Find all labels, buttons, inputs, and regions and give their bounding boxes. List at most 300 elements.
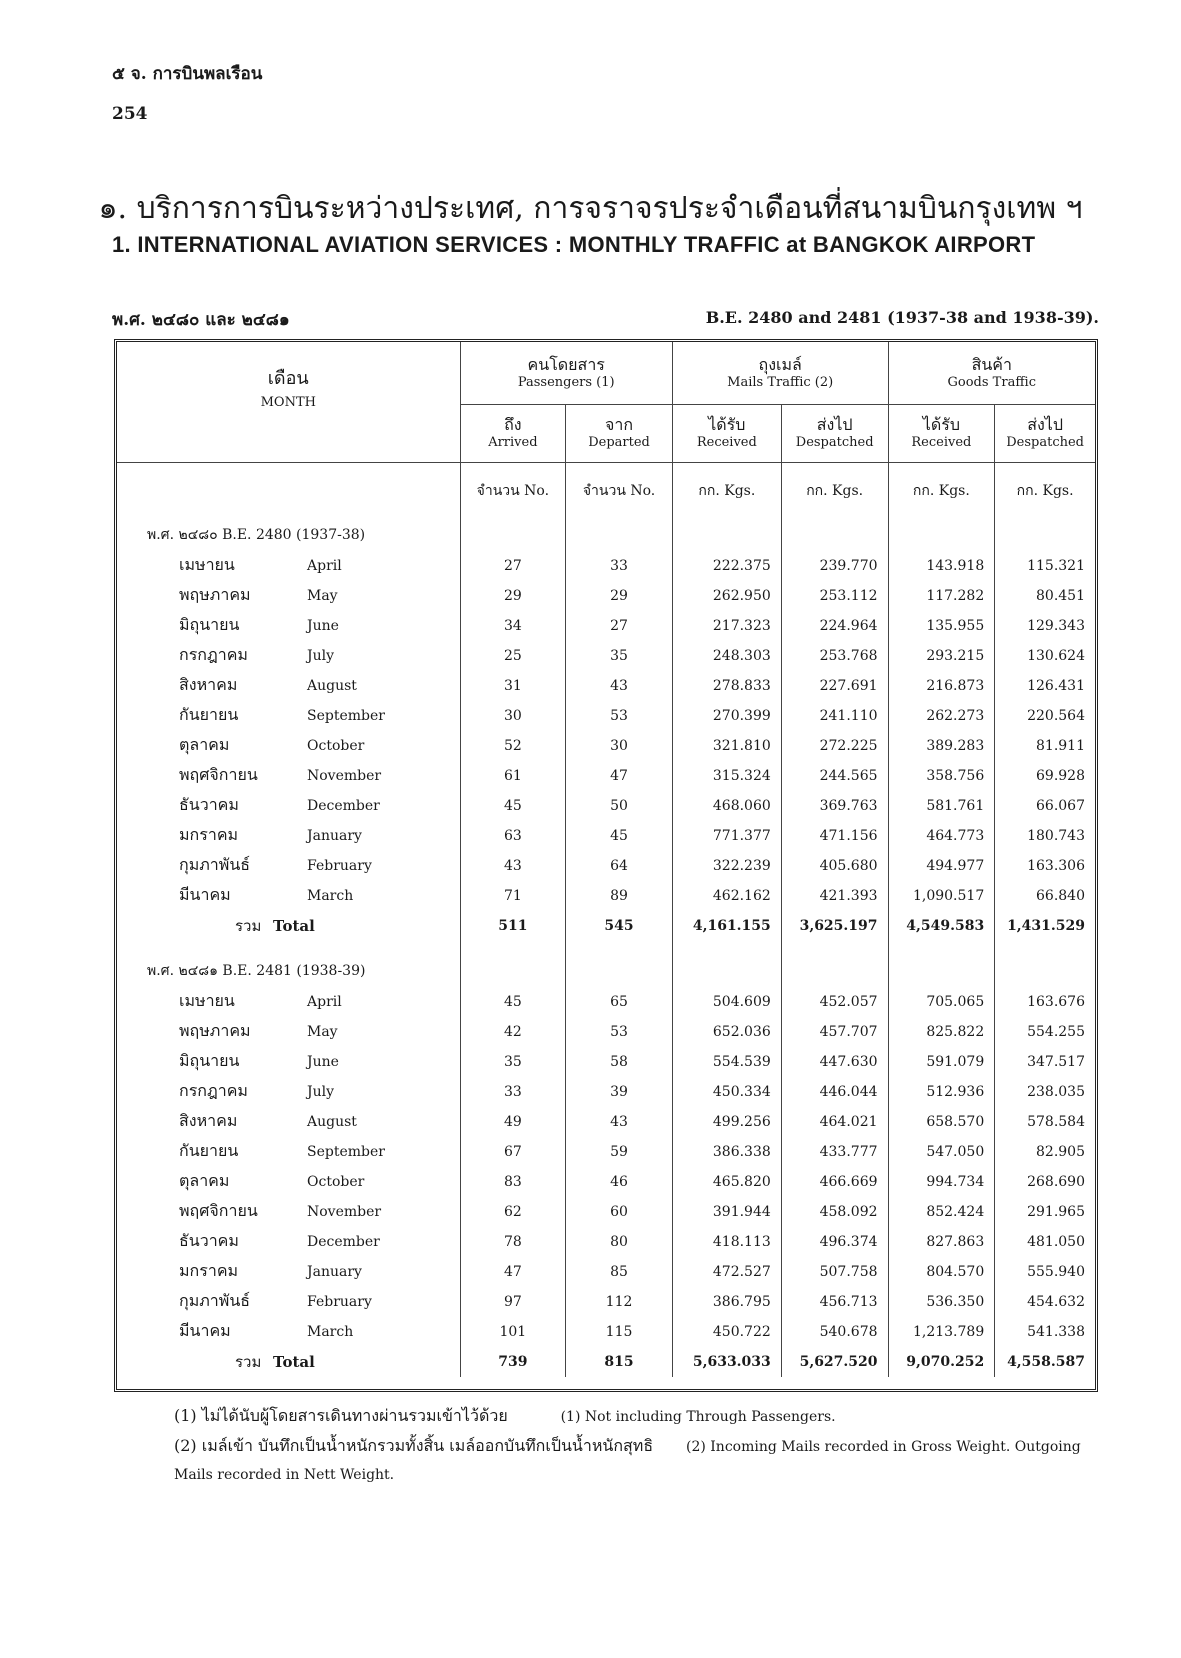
departed-cell: 45 [566,821,673,851]
mails-received-cell: 217.323 [672,611,781,641]
goods-despatched-cell: 66.067 [995,791,1095,821]
table-row [117,731,1095,761]
unit-departed: จำนวน No. [566,462,673,519]
table-row [117,701,1095,731]
goods-despatched-cell: 82.905 [995,1137,1095,1167]
mails-despatched-cell: 227.691 [781,671,888,701]
departed-header-thai: จาก [605,414,634,434]
arrived-cell: 29 [460,581,566,611]
month-cell [117,1197,460,1227]
arrived-cell: 45 [460,791,566,821]
month-en: October [307,738,365,754]
total-mails-despatched-cell: 5,627.520 [781,1347,888,1377]
mails-despatched-cell: 458.092 [781,1197,888,1227]
goods-despatched-cell: 163.676 [995,987,1095,1017]
departed-header [566,404,673,462]
month-cell [117,1317,460,1347]
period-empty-cell [672,519,781,551]
total-row [117,1347,1095,1377]
mails-despatched-cell: 253.112 [781,581,888,611]
gap-cell [888,941,995,955]
goods-despatched-cell: 81.911 [995,731,1095,761]
table-row [117,1197,1095,1227]
month-cell [117,701,460,731]
month-thai: กุมภาพันธ์ [179,855,251,874]
goods-despatched-cell: 347.517 [995,1047,1095,1077]
goods-despatched-cell: 69.928 [995,761,1095,791]
goods-received-cell: 581.761 [888,791,995,821]
goods-header-en: Goods Traffic [947,374,1036,390]
goods-received-cell: 293.215 [888,641,995,671]
table-row [117,987,1095,1017]
goods-despatched-cell: 130.624 [995,641,1095,671]
departed-cell: 80 [566,1227,673,1257]
mails-despatched-cell: 224.964 [781,611,888,641]
goods-despatched-cell: 555.940 [995,1257,1095,1287]
arrived-cell: 97 [460,1287,566,1317]
month-cell [117,1047,460,1077]
month-cell [117,1257,460,1287]
mails-despatched-cell: 244.565 [781,761,888,791]
goods-received-cell: 825.822 [888,1017,995,1047]
arrived-cell: 52 [460,731,566,761]
mails-received-cell: 652.036 [672,1017,781,1047]
goods-received-cell: 389.283 [888,731,995,761]
goods-header [888,342,1095,404]
table-row [117,761,1095,791]
goods-received-cell: 1,090.517 [888,881,995,911]
goods-despatched-cell: 180.743 [995,821,1095,851]
arrived-cell: 31 [460,671,566,701]
goods-despatched-cell: 115.321 [995,551,1095,581]
mails-header-en: Mails Traffic (2) [727,374,834,390]
month-thai: กันยายน [179,1141,239,1160]
month-cell [117,671,460,701]
mails-received-cell: 462.162 [672,881,781,911]
footnotes [114,1401,1104,1488]
mails-received-cell: 418.113 [672,1227,781,1257]
mails-despatched-cell: 496.374 [781,1227,888,1257]
arrived-cell: 63 [460,821,566,851]
mails-received-header-thai: ได้รับ [708,414,746,434]
month-en: September [307,1144,385,1160]
mails-received-cell: 472.527 [672,1257,781,1287]
month-en: June [307,618,339,634]
month-en: September [307,708,385,724]
mails-received-cell: 322.239 [672,851,781,881]
month-thai: เมษายน [179,991,235,1010]
mails-received-header [672,404,781,462]
mails-received-cell: 222.375 [672,551,781,581]
total-goods-despatched-cell: 4,558.587 [995,1347,1095,1377]
table-row [117,611,1095,641]
passengers-header-thai: คนโดยสาร [527,354,605,374]
total-mails-despatched-cell: 3,625.197 [781,911,888,941]
mails-received-cell: 391.944 [672,1197,781,1227]
goods-despatched-cell: 578.584 [995,1107,1095,1137]
month-cell [117,1107,460,1137]
month-thai: ตุลาคม [179,735,230,754]
goods-received-cell: 536.350 [888,1287,995,1317]
goods-received-cell: 512.936 [888,1077,995,1107]
month-cell [117,1137,460,1167]
unit-goods-received: กก. Kgs. [888,462,995,519]
mails-despatched-cell: 405.680 [781,851,888,881]
month-header [117,342,460,462]
mails-despatched-cell: 433.777 [781,1137,888,1167]
gap-cell [781,941,888,955]
arrived-cell: 71 [460,881,566,911]
month-thai: มีนาคม [179,885,231,904]
period-empty-cell [566,519,673,551]
mails-received-cell: 386.795 [672,1287,781,1317]
month-en: May [307,1024,338,1040]
mails-despatched-cell: 421.393 [781,881,888,911]
arrived-cell: 35 [460,1047,566,1077]
month-cell [117,551,460,581]
period-empty-cell [888,955,995,987]
total-label-thai: รวม [235,916,262,935]
period-empty-cell [781,519,888,551]
goods-despatched-cell: 481.050 [995,1227,1095,1257]
table-row [117,791,1095,821]
total-label-cell [117,1347,460,1377]
mails-despatched-header [781,404,888,462]
mails-despatched-header-thai: ส่งไป [816,414,853,434]
period-empty-cell [672,955,781,987]
departed-cell: 33 [566,551,673,581]
mails-header [672,342,888,404]
month-thai: มิถุนายน [179,615,240,634]
period-label: พ.ศ. ๒๔๘๑ B.E. 2481 (1938-39) [147,962,366,979]
arrived-cell: 30 [460,701,566,731]
table-row [117,1017,1095,1047]
footnote-1 [114,1401,1104,1431]
goods-despatched-cell: 163.306 [995,851,1095,881]
arrived-cell: 62 [460,1197,566,1227]
passengers-header-en: Passengers (1) [517,374,615,390]
title-english: 1. INTERNATIONAL AVIATION SERVICES : MONTHLY TRAFFIC at BANGKOK AIRPORT [112,232,1036,257]
departed-cell: 85 [566,1257,673,1287]
goods-received-cell: 135.955 [888,611,995,641]
unit-mails-despatched: กก. Kgs. [781,462,888,519]
total-label-thai: รวม [235,1352,262,1371]
mails-received-cell: 450.334 [672,1077,781,1107]
goods-despatched-cell: 126.431 [995,671,1095,701]
goods-despatched-cell: 80.451 [995,581,1095,611]
table-row [117,1167,1095,1197]
goods-despatched-header-en: Despatched [1006,434,1084,450]
departed-cell: 65 [566,987,673,1017]
month-thai: กรกฎาคม [179,645,248,664]
title-thai: ๑. บริการการบินระหว่างประเทศ, การจราจรประจำเดือนที่สนามบินกรุงเทพ ฯ [98,191,1083,226]
table-row [117,1047,1095,1077]
period-empty-cell [781,955,888,987]
month-en: March [307,888,354,904]
arrived-cell: 49 [460,1107,566,1137]
table-row [117,881,1095,911]
passengers-header [460,342,672,404]
month-cell [117,761,460,791]
mails-received-cell: 386.338 [672,1137,781,1167]
mails-received-header-en: Received [696,434,757,450]
month-thai: ธันวาคม [179,1231,239,1250]
goods-despatched-cell: 238.035 [995,1077,1095,1107]
gap-cell [460,941,566,955]
table-row [117,851,1095,881]
table-row [117,551,1095,581]
arrived-cell: 43 [460,851,566,881]
arrived-cell: 78 [460,1227,566,1257]
goods-despatched-header-thai: ส่งไป [1027,414,1063,434]
total-label-en: Total [273,1352,315,1371]
mails-received-cell: 554.539 [672,1047,781,1077]
departed-cell: 60 [566,1197,673,1227]
table-row [117,1137,1095,1167]
mails-received-cell: 504.609 [672,987,781,1017]
mails-despatched-cell: 241.110 [781,701,888,731]
goods-received-cell: 358.756 [888,761,995,791]
mails-header-thai: ถุงเมล์ [758,354,802,374]
table-row [117,821,1095,851]
month-en: July [307,1084,335,1100]
traffic-table-frame [114,339,1098,1392]
total-goods-received-cell: 9,070.252 [888,1347,995,1377]
goods-despatched-header [995,404,1095,462]
goods-received-cell: 827.863 [888,1227,995,1257]
month-thai: พฤศจิกายน [179,765,258,784]
goods-received-cell: 262.273 [888,701,995,731]
departed-cell: 53 [566,1017,673,1047]
departed-cell: 47 [566,761,673,791]
table-row [117,581,1095,611]
footnote-1-thai: (1) ไม่ได้นับผู้โดยสารเดินทางผ่านรวมเข้าไว้ด้วย [174,1406,508,1425]
month-cell [117,1017,460,1047]
arrived-cell: 42 [460,1017,566,1047]
period-label: พ.ศ. ๒๔๘๐ B.E. 2480 (1937-38) [147,526,366,543]
departed-cell: 89 [566,881,673,911]
departed-cell: 46 [566,1167,673,1197]
departed-cell: 115 [566,1317,673,1347]
departed-header-en: Departed [588,434,650,450]
month-thai: กรกฎาคม [179,1081,248,1100]
month-en: April [307,558,342,574]
table-row [117,1317,1095,1347]
goods-received-cell: 464.773 [888,821,995,851]
goods-received-cell: 705.065 [888,987,995,1017]
total-mails-received-cell: 4,161.155 [672,911,781,941]
month-thai: มกราคม [179,1261,239,1280]
unit-mails-received: กก. Kgs. [672,462,781,519]
arrived-cell: 47 [460,1257,566,1287]
mails-despatched-cell: 471.156 [781,821,888,851]
goods-received-cell: 994.734 [888,1167,995,1197]
month-thai: มกราคม [179,825,239,844]
traffic-table [117,342,1095,1377]
period-empty-cell [995,519,1095,551]
table-row [117,1257,1095,1287]
month-cell [117,987,460,1017]
gap-cell [566,941,673,955]
total-arrived-cell: 511 [460,911,566,941]
goods-despatched-cell: 291.965 [995,1197,1095,1227]
goods-received-cell: 117.282 [888,581,995,611]
arrived-cell: 45 [460,987,566,1017]
mails-received-cell: 465.820 [672,1167,781,1197]
mails-received-cell: 450.722 [672,1317,781,1347]
mails-despatched-cell: 253.768 [781,641,888,671]
month-en: December [307,1234,380,1250]
departed-cell: 39 [566,1077,673,1107]
mails-despatched-cell: 464.021 [781,1107,888,1137]
period-empty-cell [888,519,995,551]
goods-received-header-en: Received [911,434,972,450]
mails-despatched-cell: 452.057 [781,987,888,1017]
total-row [117,911,1095,941]
mails-despatched-cell: 447.630 [781,1047,888,1077]
total-departed-cell: 815 [566,1347,673,1377]
month-en: June [307,1054,339,1070]
month-thai: สิงหาคม [179,675,238,694]
month-header-thai: เดือน [267,368,309,389]
goods-received-cell: 852.424 [888,1197,995,1227]
goods-received-cell: 216.873 [888,671,995,701]
table-body [117,462,1095,1377]
month-thai: มิถุนายน [179,1051,240,1070]
total-label-en: Total [273,916,315,935]
departed-cell: 29 [566,581,673,611]
month-thai: พฤศจิกายน [179,1201,258,1220]
month-en: May [307,588,338,604]
mails-received-cell: 278.833 [672,671,781,701]
mails-received-cell: 468.060 [672,791,781,821]
units-month-cell [117,462,460,519]
table-row [117,1107,1095,1137]
total-goods-received-cell: 4,549.583 [888,911,995,941]
mails-despatched-cell: 466.669 [781,1167,888,1197]
month-en: November [307,1204,382,1220]
month-thai: มีนาคม [179,1321,231,1340]
mails-despatched-cell: 456.713 [781,1287,888,1317]
month-cell [117,731,460,761]
unit-arrived: จำนวน No. [460,462,566,519]
mails-received-cell: 270.399 [672,701,781,731]
month-thai: กันยายน [179,705,239,724]
page-number: 254 [112,104,148,124]
table-row [117,641,1095,671]
period-empty-cell [460,519,566,551]
goods-received-cell: 494.977 [888,851,995,881]
years-english: B.E. 2480 and 2481 (1937-38 and 1938-39). [705,308,1099,327]
month-thai: พฤษภาคม [179,1021,251,1040]
month-en: February [307,858,372,874]
month-thai: พฤษภาคม [179,585,251,604]
mails-received-cell: 315.324 [672,761,781,791]
gap-cell [117,941,460,955]
month-cell [117,1077,460,1107]
goods-received-cell: 658.570 [888,1107,995,1137]
arrived-cell: 27 [460,551,566,581]
period-row [117,519,1095,551]
goods-despatched-cell: 129.343 [995,611,1095,641]
month-en: August [307,1114,357,1130]
month-en: July [307,648,335,664]
month-header-en: MONTH [260,394,316,410]
month-cell [117,851,460,881]
departed-cell: 53 [566,701,673,731]
month-cell [117,581,460,611]
total-label-cell [117,911,460,941]
departed-cell: 50 [566,791,673,821]
goods-header-thai: สินค้า [971,354,1012,374]
mails-despatched-header-en: Despatched [795,434,874,450]
table-row [117,671,1095,701]
mails-received-cell: 248.303 [672,641,781,671]
departed-cell: 64 [566,851,673,881]
total-goods-despatched-cell: 1,431.529 [995,911,1095,941]
departed-cell: 30 [566,731,673,761]
arrived-cell: 34 [460,611,566,641]
month-cell [117,1167,460,1197]
goods-despatched-cell: 454.632 [995,1287,1095,1317]
goods-received-header [888,404,995,462]
month-cell [117,1227,460,1257]
month-thai: ธันวาคม [179,795,239,814]
arrived-cell: 67 [460,1137,566,1167]
period-empty-cell [566,955,673,987]
month-cell [117,821,460,851]
month-thai: กุมภาพันธ์ [179,1291,251,1310]
month-en: February [307,1294,372,1310]
arrived-header-en: Arrived [488,434,538,450]
month-cell [117,1287,460,1317]
mails-received-cell: 771.377 [672,821,781,851]
month-en: January [307,1264,362,1280]
goods-received-header-thai: ได้รับ [922,414,960,434]
month-cell [117,641,460,671]
table-row [117,1287,1095,1317]
years-thai: พ.ศ. ๒๔๘๐ และ ๒๔๘๑ [112,310,290,330]
footnote-1-en: (1) Not including Through Passengers. [560,1409,836,1425]
departed-cell: 58 [566,1047,673,1077]
gap-cell [995,941,1095,955]
units-row [117,462,1095,519]
month-en: March [307,1324,354,1340]
month-en: December [307,798,380,814]
mails-received-cell: 321.810 [672,731,781,761]
mails-despatched-cell: 446.044 [781,1077,888,1107]
departed-cell: 43 [566,671,673,701]
goods-received-cell: 547.050 [888,1137,995,1167]
arrived-cell: 101 [460,1317,566,1347]
mails-despatched-cell: 369.763 [781,791,888,821]
month-en: October [307,1174,365,1190]
arrived-cell: 25 [460,641,566,671]
goods-received-cell: 1,213.789 [888,1317,995,1347]
unit-goods-despatched: กก. Kgs. [995,462,1095,519]
month-cell [117,611,460,641]
goods-despatched-cell: 268.690 [995,1167,1095,1197]
mails-despatched-cell: 507.758 [781,1257,888,1287]
mails-despatched-cell: 272.225 [781,731,888,761]
month-en: April [307,994,342,1010]
total-departed-cell: 545 [566,911,673,941]
goods-despatched-cell: 541.338 [995,1317,1095,1347]
total-mails-received-cell: 5,633.033 [672,1347,781,1377]
table-row [117,1077,1095,1107]
mails-despatched-cell: 457.707 [781,1017,888,1047]
month-thai: สิงหาคม [179,1111,238,1130]
